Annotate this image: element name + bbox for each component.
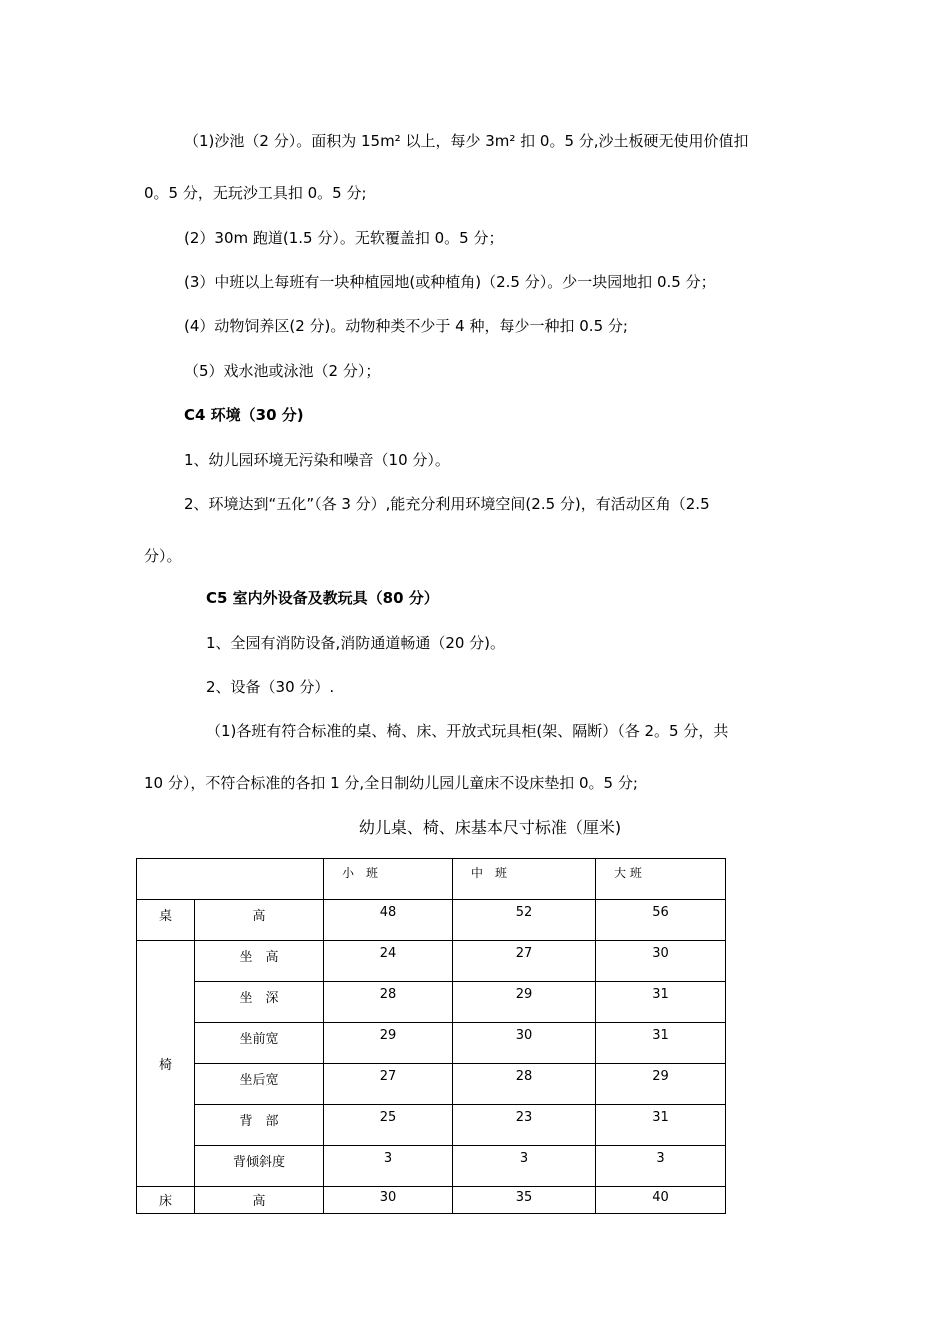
- table-cell: 29: [324, 1023, 453, 1064]
- table-title: 幼儿桌、椅、床基本尺寸标准（厘米): [358, 818, 622, 837]
- row-item-label: 坐前宽: [195, 1023, 324, 1064]
- table-cell: 3: [324, 1146, 453, 1187]
- table-cell: 28: [324, 982, 453, 1023]
- paragraph-sandpit-line2: 0。5 分，无玩沙工具扣 0。5 分;: [144, 184, 367, 202]
- table-cell: 31: [596, 982, 726, 1023]
- paragraph-garden: (3）中班以上每班有一块种植园地(或种植角)（2.5 分）。少一块园地扣 0.5 分；: [184, 273, 716, 291]
- table-corner-cell: [137, 859, 324, 900]
- paragraph-runway: (2）30m 跑道(1.5 分）。无软覆盖扣 0。5 分；: [184, 229, 504, 247]
- paragraph-c5-sub1-line1: （1)各班有符合标准的桌、椅、床、开放式玩具柜(架、隔断）（各 2。5 分，共: [206, 722, 729, 740]
- row-item-label: 高: [195, 900, 324, 941]
- table-row: [137, 1064, 726, 1105]
- row-item-label: 背倾斜度: [195, 1146, 324, 1187]
- row-item-label: 坐后宽: [195, 1064, 324, 1105]
- row-item-label: 高: [195, 1187, 324, 1214]
- table-row: [137, 900, 726, 941]
- table-cell: 35: [453, 1187, 596, 1214]
- column-header-large: 大 班: [596, 859, 726, 900]
- table-row: [137, 982, 726, 1023]
- table-cell: 29: [596, 1064, 726, 1105]
- table-cell: 25: [324, 1105, 453, 1146]
- table-cell: 40: [596, 1187, 726, 1214]
- furniture-size-table: [136, 858, 726, 1214]
- paragraph-c4-item2-line2: 分）。: [144, 547, 182, 565]
- group-label-desk: 桌: [137, 900, 195, 941]
- paragraph-animal-area: (4）动物饲养区(2 分)。动物种类不少于 4 种，每少一种扣 0.5 分;: [184, 317, 628, 335]
- table-cell: 56: [596, 900, 726, 941]
- paragraph-c5-item2: 2、设备（30 分）.: [206, 678, 335, 696]
- group-label-bed: 床: [137, 1187, 195, 1214]
- paragraph-c4-item1: 1、幼儿园环境无污染和噪音（10 分）。: [184, 451, 450, 469]
- table-cell: 52: [453, 900, 596, 941]
- table-row: [137, 1187, 726, 1214]
- paragraph-sandpit-line1: （1)沙池（2 分）。面积为 15m² 以上，每少 3m² 扣 0。5 分,沙土板硬无使用价值扣: [184, 132, 749, 150]
- row-item-label: 坐 高: [195, 941, 324, 982]
- table-cell: 3: [596, 1146, 726, 1187]
- table-cell: 28: [453, 1064, 596, 1105]
- heading-c5: C5 室内外设备及教玩具（80 分）: [206, 589, 439, 607]
- table-cell: 27: [453, 941, 596, 982]
- table-cell: 3: [453, 1146, 596, 1187]
- paragraph-pool: （5）戏水池或泳池（2 分）；: [184, 362, 381, 380]
- table-row: [137, 1146, 726, 1187]
- table-cell: 27: [324, 1064, 453, 1105]
- paragraph-c5-item1: 1、全园有消防设备,消防通道畅通（20 分)。: [206, 634, 506, 652]
- table-cell: 23: [453, 1105, 596, 1146]
- table-cell: 30: [453, 1023, 596, 1064]
- column-header-small: 小 班: [324, 859, 453, 900]
- table-cell: 31: [596, 1105, 726, 1146]
- table-cell: 48: [324, 900, 453, 941]
- column-header-middle: 中 班: [453, 859, 596, 900]
- row-item-label: 背 部: [195, 1105, 324, 1146]
- paragraph-c5-sub1-line2: 10 分），不符合标准的各扣 1 分,全日制幼儿园儿童床不设床垫扣 0。5 分;: [144, 774, 638, 792]
- group-label-chair: 椅: [137, 941, 195, 1187]
- table-cell: 30: [596, 941, 726, 982]
- table-cell: 29: [453, 982, 596, 1023]
- table-row: [137, 941, 726, 982]
- table-cell: 30: [324, 1187, 453, 1214]
- heading-c4: C4 环境（30 分): [184, 406, 304, 424]
- table-row: [137, 1105, 726, 1146]
- table-cell: 24: [324, 941, 453, 982]
- table-cell: 31: [596, 1023, 726, 1064]
- table-header-row: [137, 859, 726, 900]
- table-row: [137, 1023, 726, 1064]
- row-item-label: 坐 深: [195, 982, 324, 1023]
- paragraph-c4-item2-line1: 2、环境达到“五化”（各 3 分）,能充分利用环境空间(2.5 分)，有活动区角（2.5: [184, 495, 710, 513]
